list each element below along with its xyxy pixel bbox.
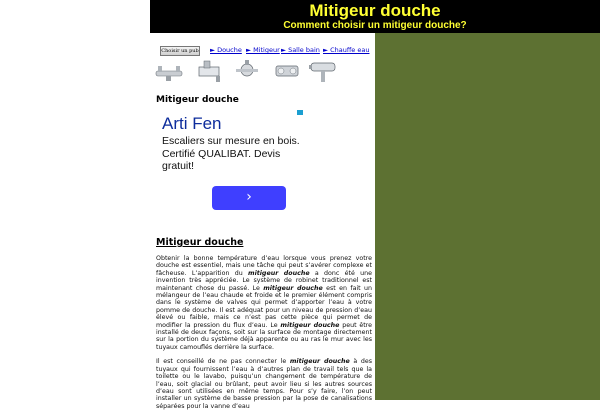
nav-link-douche[interactable]: ► Douche [210,46,242,54]
nav-link-mitigeur[interactable]: ► Mitigeur [246,46,280,54]
section-title: Mitigeur douche [156,95,239,105]
keyword-emphasis: mitigeur douche [280,321,340,329]
top-nav [160,46,370,56]
article-paragraph-1: Obtenir la bonne température d’eau lorsque vous prenez votre douche est essentiel, mais une tâche qui peut s’avérer complexe et fâcheuse. L’apparition du mitigeur douche a donc été une invention très appréciée. Le système de robinet traditionnel est maintenant chose du passé. Le mitigeur douche est en fait un mélangeur de l’eau chaude et froide et le premier élément compris dans le système de valves qui permet d’apporter l’eau à votre pomme de douche. Il est adéquat pour un niveau de pression d’eau élevé ou faible, mais ce n’est pas cette pièce qui permet de modifier la pression du flux d’eau. Le mitigeur douche peut être installé de deux façons, soit sur la surface de montage directement sur la portion du système déjà apparente ou au ras le mur avec les tuyaux camouflés derrière la surface. [156,255,372,351]
site-subtitle: Comment choisir un mitigeur douche? [283,20,467,31]
ad-carousel-dots [222,176,242,180]
article-paragraph-2: Il est conseillé de ne pas connecter le mitigeur douche à des tuyaux qui fournissent l’eau à d’autres plan de travail tels que la toilette ou le lavabo, puisqu’un changement de température de l’eau, soit glacial ou brûlant, peut avoir lieu si les autres sources d’eau sont utilisées en même temps. Pour s’y faire, l’on peut installer un système de basse pression par la pose de canalisations séparées pour la vanne d’eau [156,358,373,410]
product-thumbnails [154,58,372,84]
mixer-thumb-icon[interactable] [194,58,224,84]
choose-ad-button[interactable]: Choisir un pub [161,48,199,54]
site-title[interactable]: Mitigeur douche [309,1,441,20]
ad-text[interactable]: Escaliers sur mesure en bois. Certifié QUALIBAT. Devis gratuit! [162,135,300,172]
thermostatic-thumb-icon[interactable] [308,58,338,84]
ad-title[interactable]: Arti Fen [162,114,222,133]
chevron-right-icon: › [246,189,252,205]
nav-link-salle-bain[interactable]: ► Salle bain [281,46,320,54]
tap-thumb-icon[interactable] [232,58,262,84]
keyword-emphasis: mitigeur douche [263,284,323,292]
article-body [156,255,372,417]
article-title: Mitigeur douche [156,237,244,248]
keyword-emphasis: mitigeur douche [289,358,350,366]
right-sidebar [375,0,600,400]
left-margin [0,0,150,400]
site-header [150,0,600,33]
ad-cta-button[interactable] [212,186,286,210]
main-content [150,33,375,410]
ad-choices-icon[interactable] [297,110,303,115]
faucet-thumb-icon[interactable] [154,58,184,84]
nav-link-chauffe-eau[interactable]: ► Chauffe eau [323,46,370,54]
keyword-emphasis: mitigeur douche [248,269,310,277]
shower-mixer-thumb-icon[interactable] [272,58,302,84]
